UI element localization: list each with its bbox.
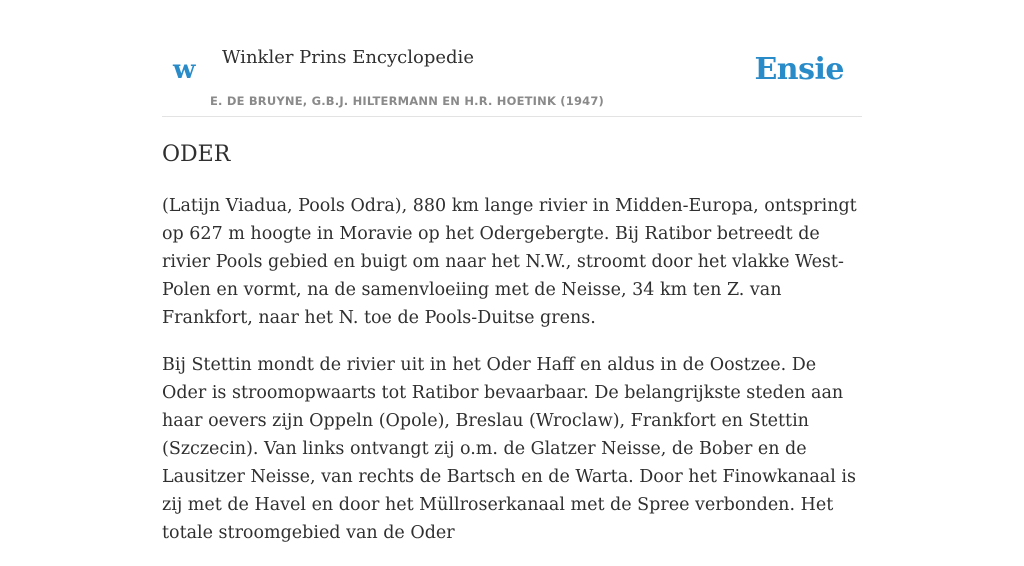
publication-title[interactable]: Winkler Prins Encyclopedie	[222, 47, 474, 68]
entry-paragraph: Bij Stettin mondt de rivier uit in het Oder Haff en aldus in de Oostzee. De Oder is stroomopwaarts tot Ratibor bevaarbaar. De belangrijkste steden aan haar oevers zijn Oppeln (Opole), Breslau (Wroclaw), Frankfort en Stettin (Szczecin). Van links ontvangt zij o.m. de Glatzer Neisse, de Bober en de Lausitzer Neisse, van rechts de Bartsch en de Warta. Door het Finowkanaal is zij met de Havel en door het Müllroserkanaal met de Spree verbonden. Het totale stroomgebied van de Oder	[162, 355, 856, 543]
publication-header	[162, 40, 862, 117]
entry-title: ODER	[162, 142, 231, 167]
ensie-logo[interactable]: Ensie	[754, 52, 844, 87]
entry-paragraph: (Latijn Viadua, Pools Odra), 880 km lange rivier in Midden-Europa, ontspringt op 627 m hoogte in Moravie op het Odergebergte. Bij Ratibor betreedt de rivier Pools gebied en buigt om naar het N.W., stroomt door het vlakke West-Polen en vormt, na de samenvloeiing met de Neisse, 34 km ten Z. van Frankfort, naar het N. toe de Pools-Duitse grens.	[162, 196, 857, 328]
publication-logo[interactable]: w	[173, 55, 197, 85]
publication-authors: E. DE BRUYNE, G.B.J. HILTERMANN EN H.R. HOETINK (1947)	[210, 94, 605, 108]
entry-content	[162, 192, 862, 566]
